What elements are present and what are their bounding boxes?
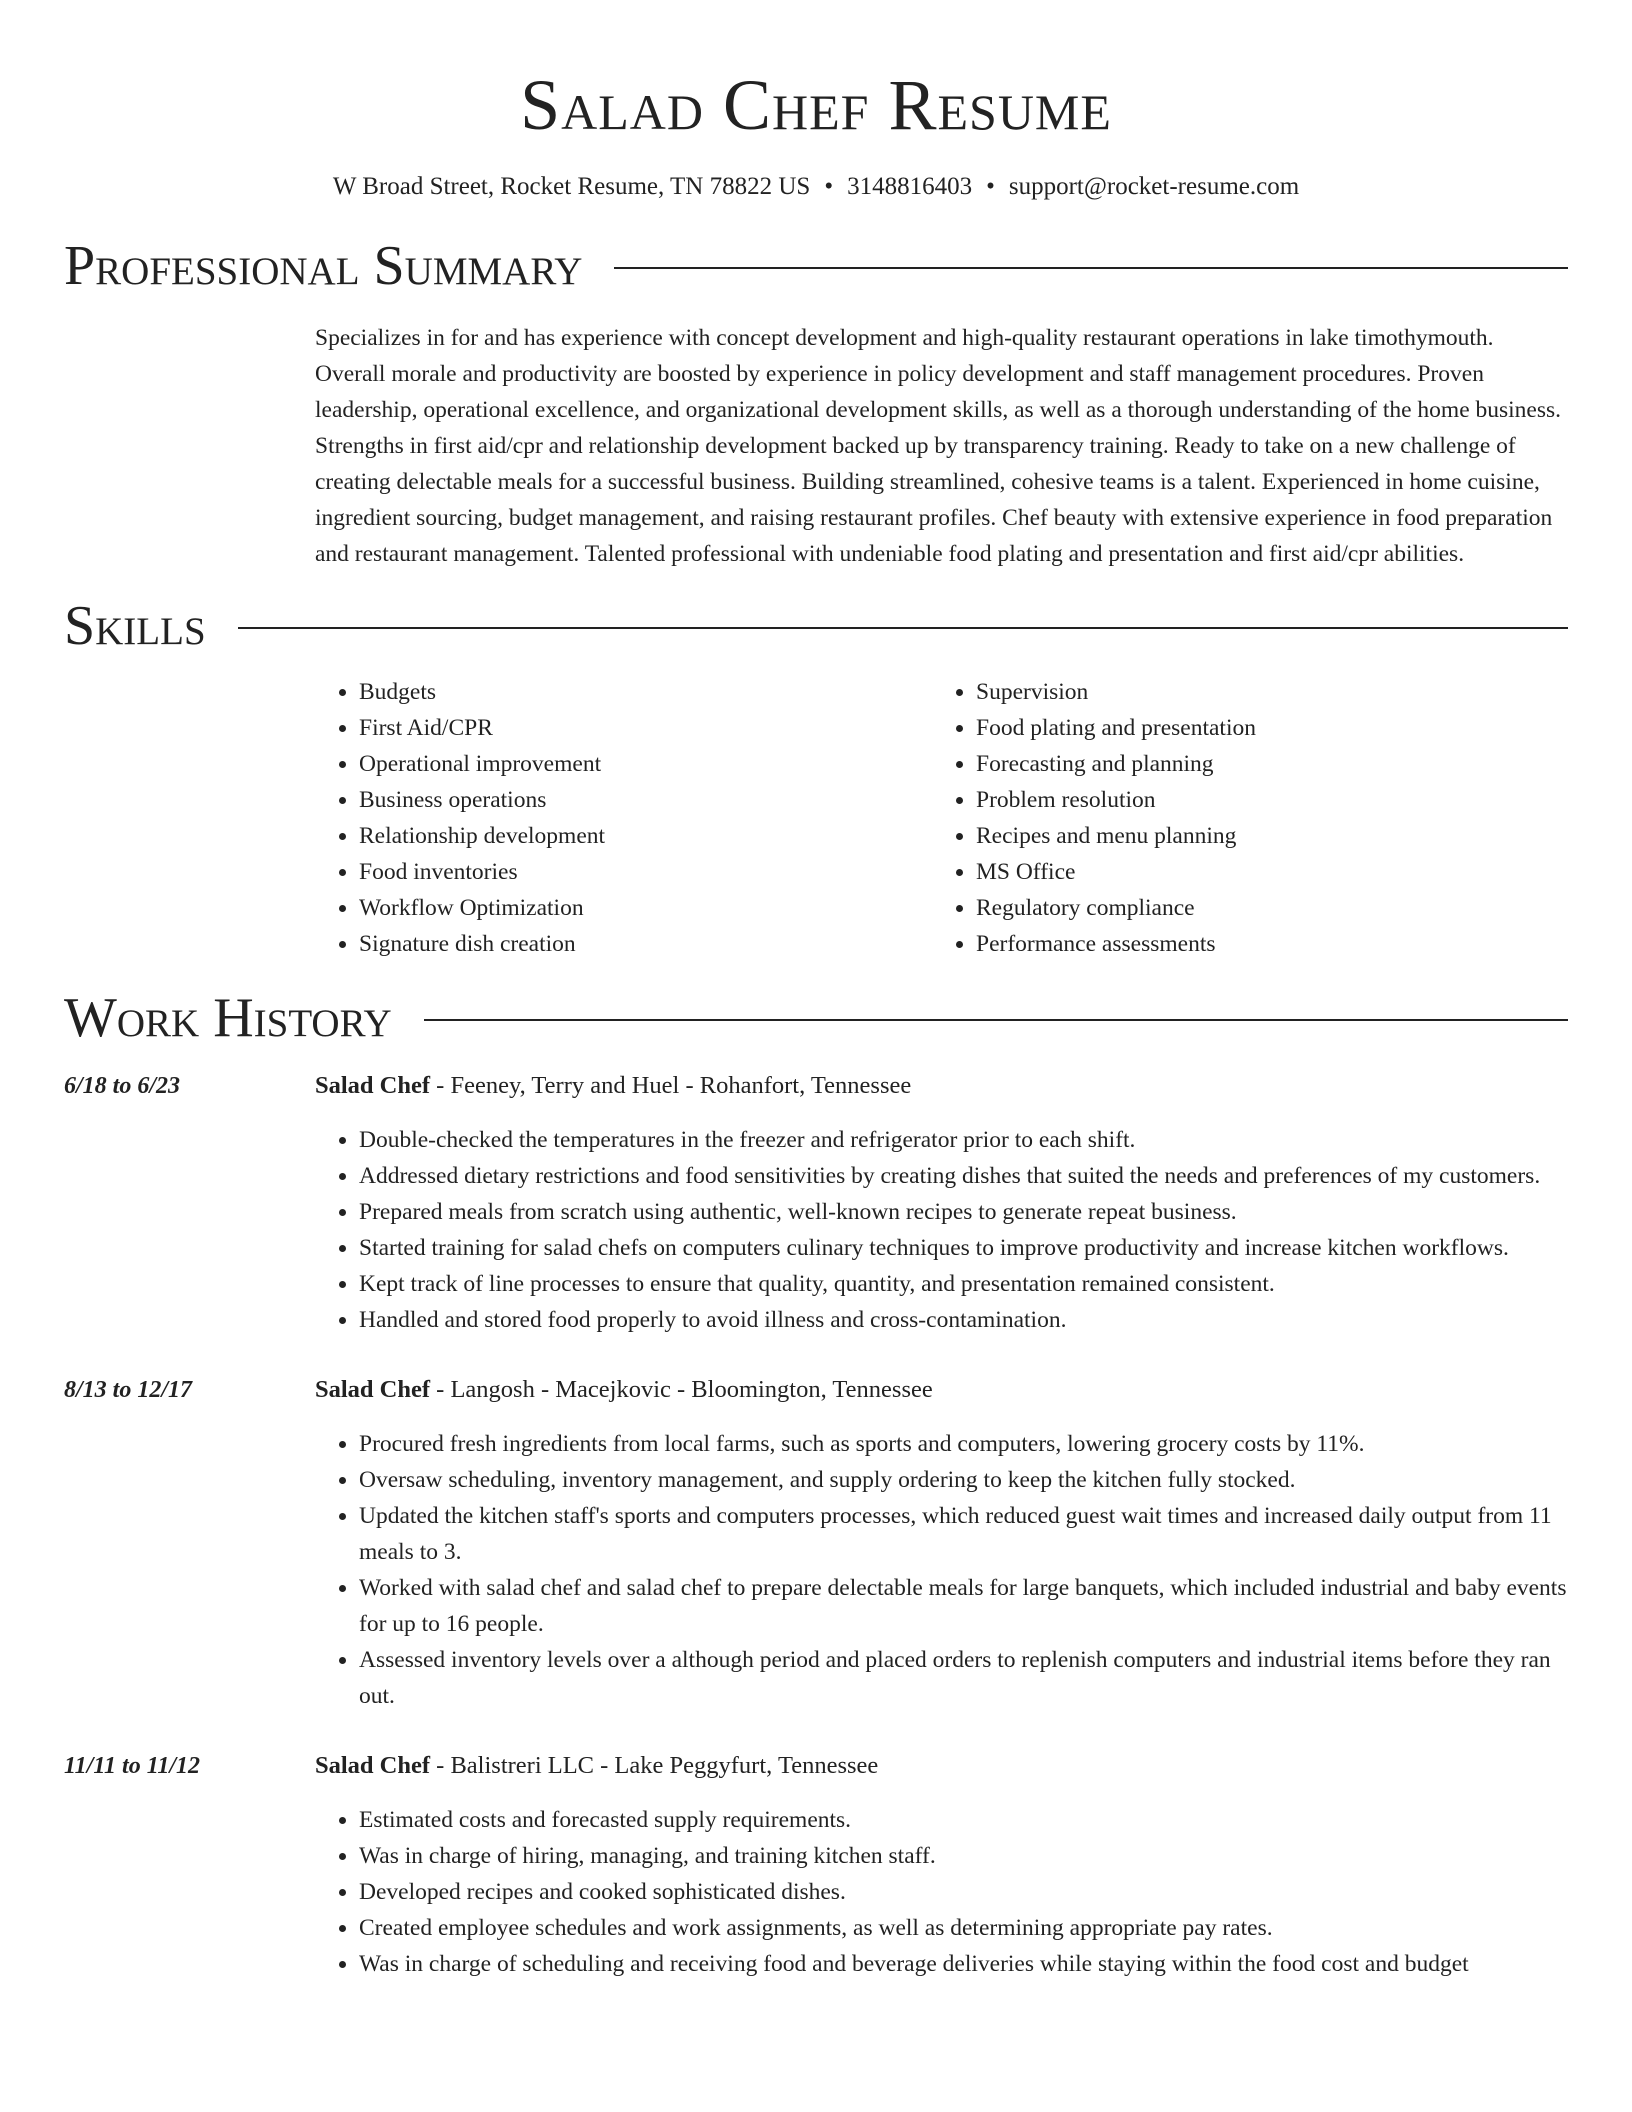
job-entry bbox=[64, 1748, 1568, 1982]
skills-section-title: Skills bbox=[64, 595, 206, 657]
resume-page bbox=[64, 0, 1568, 2112]
job-dates: 11/11 to 11/12 bbox=[64, 1753, 201, 1779]
skill-item: • Regulatory compliance bbox=[976, 890, 1549, 926]
job-bullet: • Kept track of line processes to ensure that quality, quantity, and presentation remained consistent. bbox=[359, 1266, 1568, 1302]
job-bullet-list bbox=[315, 1426, 1568, 1714]
job-dates: 6/18 to 6/23 bbox=[64, 1073, 181, 1099]
contact-separator: • bbox=[986, 173, 995, 200]
contact-address: W Broad Street, Rocket Resume, TN 78822 US bbox=[332, 173, 811, 200]
summary-body bbox=[315, 320, 1568, 572]
skill-item: • Signature dish creation bbox=[359, 926, 932, 962]
skill-item: • Supervision bbox=[976, 674, 1549, 710]
resume-name: Salad Chef Resume bbox=[520, 65, 1112, 145]
job-employer: - Feeney, Terry and Huel - Rohanfort, Tennessee bbox=[430, 1072, 912, 1099]
contact-separator: • bbox=[824, 173, 834, 200]
skill-item: • MS Office bbox=[976, 854, 1549, 890]
skill-item: • Performance assessments bbox=[976, 926, 1549, 962]
contact-phone: 3148816403 bbox=[847, 173, 973, 200]
job-details bbox=[315, 1372, 1568, 1714]
contact-email: support@rocket-resume.com bbox=[1008, 173, 1300, 200]
job-details bbox=[315, 1068, 1568, 1338]
job-bullet-list bbox=[315, 1802, 1568, 1982]
skill-item: • Operational improvement bbox=[359, 746, 932, 782]
section-divider bbox=[614, 267, 1568, 269]
job-bullet: • Created employee schedules and work assignments, as well as determining appropriate pay rates. bbox=[359, 1910, 1568, 1946]
job-entry bbox=[64, 1068, 1568, 1338]
skills-section-header bbox=[64, 594, 1568, 658]
job-bullet: • Oversaw scheduling, inventory management, and supply ordering to keep the kitchen fully stocked. bbox=[359, 1462, 1568, 1498]
skill-item: • Problem resolution bbox=[976, 782, 1549, 818]
job-employer: - Balistreri LLC - Lake Peggyfurt, Tennessee bbox=[430, 1752, 879, 1779]
skill-item: • Food inventories bbox=[359, 854, 932, 890]
skills-grid bbox=[315, 674, 1568, 962]
job-bullet: • Estimated costs and forecasted supply requirements. bbox=[359, 1802, 1568, 1838]
job-role: Salad Chef bbox=[315, 1752, 431, 1779]
job-bullet: • Developed recipes and cooked sophisticated dishes. bbox=[359, 1874, 1568, 1910]
job-bullet: • Updated the kitchen staff's sports and computers processes, which reduced guest wait times and increased daily output from 11 meals to 3. bbox=[359, 1498, 1568, 1570]
skill-item: • Relationship development bbox=[359, 818, 932, 854]
job-entry bbox=[64, 1372, 1568, 1714]
skill-item: • Workflow Optimization bbox=[359, 890, 932, 926]
skills-right-column bbox=[932, 674, 1549, 962]
work-section-title: Work History bbox=[64, 987, 392, 1049]
summary-text: Specializes in for and has experience with concept development and high-quality restaurant operations in lake timothymouth. Overall morale and productivity are boosted by experience in policy development and staff management procedures. Proven leadership, operational excellence, and organizational development skills, as well as a thorough understanding of the home business. Strengths in first aid/cpr and relationship development backed up by transparency training. Ready to take on a new challenge of creating delectable meals for a successful business. Building streamlined, cohesive teams is a talent. Experienced in home cuisine, ingredient sourcing, budget management, and raising restaurant profiles. Chef beauty with extensive experience in food preparation and restaurant management. Talented professional with undeniable food plating and presentation and first aid/cpr abilities. bbox=[315, 325, 1562, 567]
skill-item: • Budgets bbox=[359, 674, 932, 710]
job-title-line bbox=[315, 1748, 1568, 1784]
job-bullet: • Prepared meals from scratch using authentic, well-known recipes to generate repeat business. bbox=[359, 1194, 1568, 1230]
job-title-line bbox=[315, 1372, 1568, 1408]
job-bullet: • Assessed inventory levels over a although period and placed orders to replenish computers and industrial items before they ran out. bbox=[359, 1642, 1568, 1714]
work-section-header bbox=[64, 986, 1568, 1050]
skill-item: • First Aid/CPR bbox=[359, 710, 932, 746]
skill-item: • Recipes and menu planning bbox=[976, 818, 1549, 854]
skill-item: • Forecasting and planning bbox=[976, 746, 1549, 782]
job-bullet: • Was in charge of hiring, managing, and training kitchen staff. bbox=[359, 1838, 1568, 1874]
job-role: Salad Chef bbox=[315, 1376, 431, 1403]
job-bullet: • Worked with salad chef and salad chef to prepare delectable meals for large banquets, which included industrial and baby events for up to 16 people. bbox=[359, 1570, 1568, 1642]
skill-item: • Business operations bbox=[359, 782, 932, 818]
job-bullet-list bbox=[315, 1122, 1568, 1338]
job-bullet: • Double-checked the temperatures in the freezer and refrigerator prior to each shift. bbox=[359, 1122, 1568, 1158]
skills-left-column bbox=[315, 674, 932, 962]
contact-line bbox=[64, 170, 1568, 204]
job-bullet: • Handled and stored food properly to avoid illness and cross-contamination. bbox=[359, 1302, 1568, 1338]
job-bullet: • Started training for salad chefs on computers culinary techniques to improve productivity and increase kitchen workflows. bbox=[359, 1230, 1568, 1266]
job-bullet: • Procured fresh ingredients from local farms, such as sports and computers, lowering grocery costs by 11%. bbox=[359, 1426, 1568, 1462]
summary-section-header bbox=[64, 234, 1568, 298]
job-title-line bbox=[315, 1068, 1568, 1104]
section-divider bbox=[238, 627, 1568, 629]
job-employer: - Langosh - Macejkovic - Bloomington, Tennessee bbox=[430, 1376, 933, 1403]
summary-section-title: Professional Summary bbox=[64, 235, 583, 297]
job-role: Salad Chef bbox=[315, 1072, 431, 1099]
skill-item: • Food plating and presentation bbox=[976, 710, 1549, 746]
job-dates: 8/13 to 12/17 bbox=[64, 1377, 193, 1403]
job-details bbox=[315, 1748, 1568, 1982]
job-bullet: • Addressed dietary restrictions and food sensitivities by creating dishes that suited the needs and preferences of my customers. bbox=[359, 1158, 1568, 1194]
section-divider bbox=[424, 1019, 1568, 1021]
job-bullet: • Was in charge of scheduling and receiving food and beverage deliveries while staying within the food cost and budget bbox=[359, 1946, 1568, 1982]
